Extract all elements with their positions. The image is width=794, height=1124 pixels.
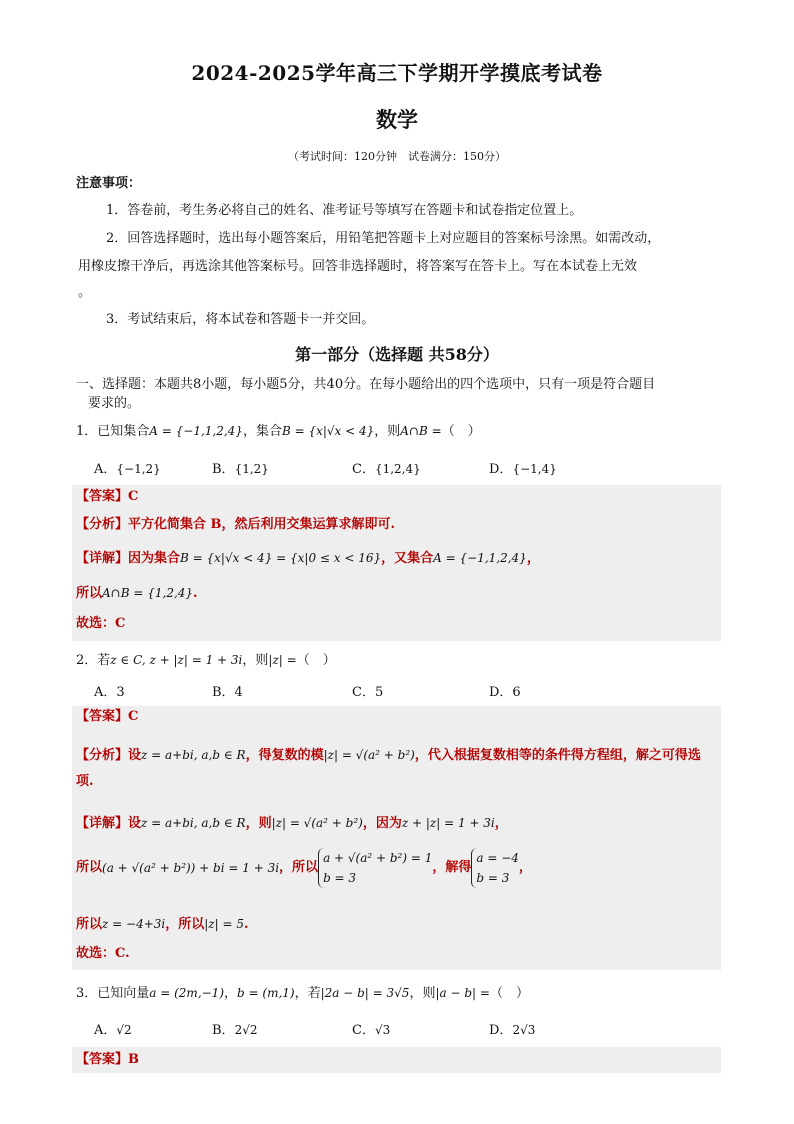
q1-option-d: D．{−1,4} bbox=[489, 462, 557, 477]
q3-option-b: B．2√2 bbox=[212, 1023, 258, 1038]
q1-choice: 故选：C bbox=[76, 616, 126, 631]
q1-set-b: B = {x|√x < 4} bbox=[281, 424, 375, 438]
q1-stem-text-2: ，集合 bbox=[242, 424, 282, 439]
section-intro-line-1: 一、选择题：本题共8小题，每小题5分，共40分。在每小题给出的四个选项中，只有一项是符合题目 bbox=[76, 377, 656, 392]
notes-heading: 注意事项： bbox=[76, 176, 142, 191]
q1-detail-set-b: B = {x|√x < 4} = {x|0 ≤ x < 16} bbox=[180, 551, 382, 565]
q3-condition: |2a − b| = 3√5 bbox=[320, 986, 410, 1000]
exam-title: 2024-2025学年高三下学期开学摸底考试卷 bbox=[191, 61, 603, 85]
q3-option-c: C．√3 bbox=[352, 1023, 391, 1038]
q1-detail-set-a: A = {−1,1,2,4} bbox=[433, 551, 527, 565]
q1-option-a: A．{−1,2} bbox=[94, 462, 161, 477]
q2-solution-system: a = −4 b = 3 bbox=[471, 848, 519, 888]
q3-vector-b: b = (m,1) bbox=[237, 986, 295, 1000]
q1-stem-text: 1．已知集合 bbox=[76, 424, 150, 439]
q1-set-a: A = {−1,1,2,4} bbox=[149, 424, 243, 438]
q3-option-a: A．√2 bbox=[94, 1023, 132, 1038]
q2-detail: 【详解】设z = a+bi, a,b ∈ R，则|z| = √(a² + b²)，因为z + |z| = 1 + 3i， bbox=[76, 816, 508, 831]
notes-item-2-line-1: 2．回答选择题时，选出每小题答案后，用铅笔把答题卡上对应题目的答案标号涂黑。如需改动， bbox=[106, 231, 661, 246]
q2-option-c: C．5 bbox=[352, 685, 384, 700]
notes-item-2-line-3: 。 bbox=[78, 285, 92, 300]
section-intro-line-2: 要求的。 bbox=[88, 396, 141, 411]
q2-option-d: D．6 bbox=[489, 685, 521, 700]
q1-result: A∩B = {1,2,4} bbox=[102, 586, 194, 600]
section-title: 第一部分（选择题 共58分） bbox=[295, 345, 499, 364]
q3-vector-a: a = (2m,−1) bbox=[149, 986, 224, 1000]
q1-analysis: 【分析】平方化简集合 B，然后利用交集运算求解即可. bbox=[76, 517, 396, 532]
q1-conclusion: 所以A∩B = {1,2,4}. bbox=[76, 586, 198, 601]
q1-stem-text-3: ，则 bbox=[374, 424, 401, 439]
q2-analysis-cont: 项. bbox=[76, 774, 94, 789]
q2-equation-system: a + √(a² + b²) = 1 b = 3 bbox=[318, 848, 432, 888]
subject-title: 数学 bbox=[376, 107, 418, 132]
q1-answer: 【答案】C bbox=[76, 489, 139, 504]
q1-detail: 【详解】因为集合B = {x|√x < 4} = {x|0 ≤ x < 16}，又集合A = {−1,1,2,4}， bbox=[76, 551, 540, 566]
q2-system: 所以(a + √(a² + b²)) + bi = 1 + 3i，所以 a + √(a² + b²) = 1 b = 3 ，解得 a = −4 b = 3 ， bbox=[76, 848, 736, 888]
notes-item-1: 1．答卷前，考生务必将自己的姓名、准考证号等填写在答题卡和试卷指定位置上。 bbox=[106, 203, 583, 218]
notes-item-2-line-2: 用橡皮擦干净后，再选涂其他答案标号。回答非选择题时，将答案写在答卡上。写在本试卷上无效 bbox=[78, 259, 638, 274]
exam-info: （考试时间：120分钟 试卷满分：150分） bbox=[288, 150, 506, 163]
q1-stem bbox=[76, 423, 736, 440]
q2-answer: 【答案】C bbox=[76, 709, 139, 724]
q2-choice: 故选：C. bbox=[76, 946, 130, 961]
q2-option-a: A．3 bbox=[94, 685, 125, 700]
q3-stem: 3．已知向量a = (2m,−1)，b = (m,1)，若|2a − b| = 3√5，则|a − b| =（ ） bbox=[76, 986, 529, 1001]
q3-option-d: D．2√3 bbox=[489, 1023, 536, 1038]
q1-option-b: B．{1,2} bbox=[212, 462, 269, 477]
q3-expression: |a − b| = bbox=[435, 986, 490, 1000]
q2-analysis: 【分析】设z = a+bi, a,b ∈ R，得复数的模|z| = √(a² + b²)，代入根据复数相等的条件得方程组，解之可得选 bbox=[76, 748, 701, 763]
q3-answer: 【答案】B bbox=[76, 1052, 139, 1067]
q2-option-b: B．4 bbox=[212, 685, 243, 700]
q2-expression: |z| = bbox=[268, 653, 297, 667]
notes-item-3: 3．考试结束后，将本试卷和答题卡一并交回。 bbox=[106, 312, 375, 327]
q1-option-c: C．{1,2,4} bbox=[352, 462, 421, 477]
q2-condition: z ∈ C, z + |z| = 1 + 3i bbox=[110, 653, 243, 667]
q1-expression: A∩B = bbox=[400, 424, 442, 438]
q2-stem: 2．若z ∈ C, z + |z| = 1 + 3i，则|z| =（ ） bbox=[76, 653, 336, 668]
q2-conclusion: 所以z = −4+3i，所以|z| = 5. bbox=[76, 917, 249, 932]
q1-blank: （ ） bbox=[441, 424, 481, 439]
